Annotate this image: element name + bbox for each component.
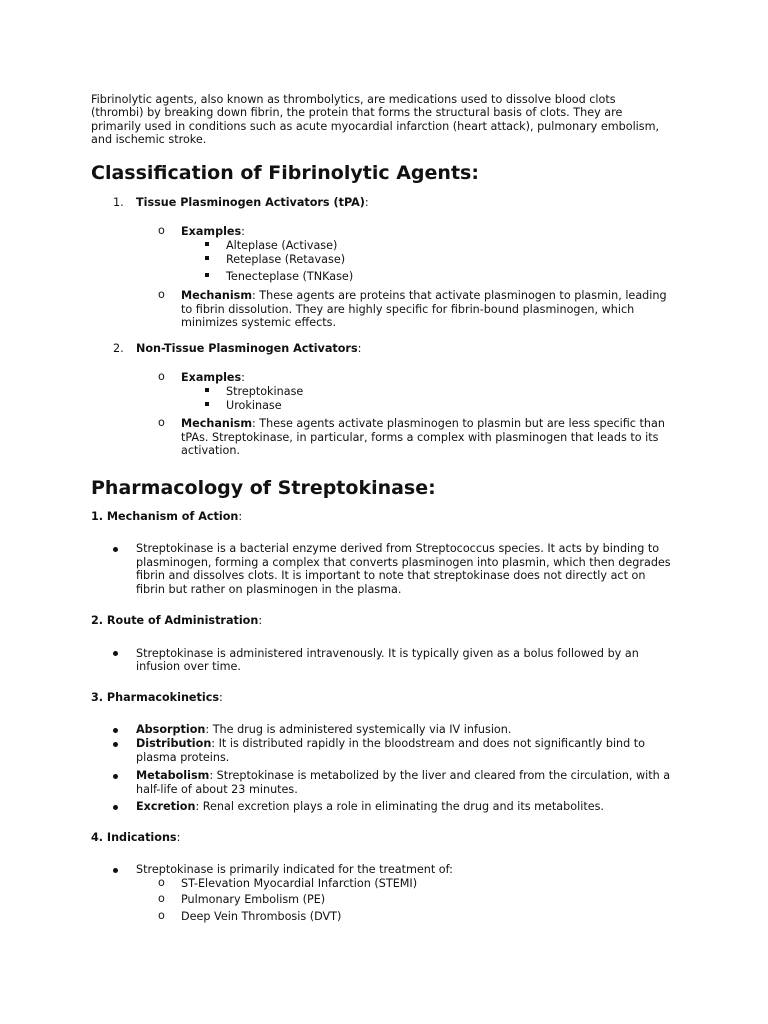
bullet-dot — [113, 805, 118, 810]
route-text-line: infusion over time. — [136, 660, 241, 673]
metabolism-text: : Streptokinase is metabolized by the liver and cleared from the circulation, with a — [209, 769, 671, 782]
indications-title: 4. Indications — [91, 831, 177, 844]
moa-text-line: plasminogen, forming a complex that converts plasminogen into plasmin, which then degrades — [136, 556, 671, 569]
mechanism-text: : These agents are proteins that activate plasminogen to plasmin, leading — [251, 289, 667, 302]
mechanism-label: Mechanism — [181, 289, 252, 302]
list-number: 1. — [113, 196, 124, 209]
pk-metabolism-line: half-life of about 23 minutes. — [136, 783, 298, 796]
nontpa-mechanism-line — [181, 417, 665, 431]
nontpa-mechanism-line: tPAs. Streptokinase, in particular, forms a complex with plasminogen that leads to its — [181, 431, 659, 444]
moa-text-line: Streptokinase is a bacterial enzyme derived from Streptococcus species. It acts by binding to — [136, 542, 660, 555]
pk-excretion-line — [136, 800, 604, 814]
pk-title: 3. Pharmacokinetics — [91, 691, 219, 704]
excretion-text: : Renal excretion plays a role in eliminating the drug and its metabolites. — [195, 800, 604, 813]
example-item: Reteplase (Retavase) — [226, 253, 346, 266]
moa-text-line: fibrin but rather on plasminogen in the plasma. — [136, 583, 402, 596]
colon: : — [357, 342, 362, 355]
colon: : — [258, 614, 263, 627]
tpa-title-line — [136, 196, 369, 210]
colon: : — [241, 225, 245, 238]
square-bullet — [205, 256, 209, 260]
circle-bullet: o — [158, 288, 165, 301]
square-bullet — [205, 402, 209, 406]
pk-distribution-line: plasma proteins. — [136, 751, 230, 764]
bullet-dot — [113, 774, 118, 779]
circle-bullet: o — [158, 909, 165, 922]
nontpa-examples-label-line — [181, 371, 245, 385]
circle-bullet: o — [158, 892, 165, 905]
example-item: Urokinase — [226, 399, 282, 412]
moa-text-line: fibrin and dissolves clots. It is important to note that streptokinase does not directly act on — [136, 569, 646, 582]
examples-label: Examples — [181, 225, 242, 238]
examples-label: Examples — [181, 371, 242, 384]
nontpa-mechanism-line: activation. — [181, 444, 240, 457]
indications-intro: Streptokinase is primarily indicated for the treatment of: — [136, 863, 453, 876]
tpa-examples-label-line — [181, 225, 245, 239]
indication-item: Deep Vein Thrombosis (DVT) — [181, 910, 342, 923]
circle-bullet: o — [158, 224, 165, 237]
colon: : — [364, 196, 369, 209]
intro-line: (thrombi) by breaking down fibrin, the protein that forms the structural basis of clots. They are — [91, 106, 623, 119]
pk-title-line — [91, 691, 223, 705]
nontpa-title: Non-Tissue Plasminogen Activators — [136, 342, 358, 355]
colon: : — [218, 691, 223, 704]
pk-absorption-line — [136, 723, 511, 737]
colon: : — [238, 510, 243, 523]
indication-item: ST-Elevation Myocardial Infarction (STEMI) — [181, 877, 418, 890]
square-bullet — [205, 242, 209, 246]
tpa-mechanism-line: minimizes systemic effects. — [181, 316, 337, 329]
circle-bullet: o — [158, 370, 165, 383]
colon: : — [176, 831, 181, 844]
square-bullet — [205, 388, 209, 392]
circle-bullet: o — [158, 876, 165, 889]
excretion-label: Excretion — [136, 800, 196, 813]
indications-title-line — [91, 831, 180, 845]
tpa-mechanism-line: to fibrin dissolution. They are highly specific for fibrin-bound plasminogen, which — [181, 303, 635, 316]
pk-metabolism-line — [136, 769, 670, 783]
absorption-text: : The drug is administered systemically via IV infusion. — [205, 723, 512, 736]
indication-item: Pulmonary Embolism (PE) — [181, 893, 326, 906]
bullet-dot — [113, 868, 118, 873]
distribution-label: Distribution — [136, 737, 212, 750]
pk-distribution-line — [136, 737, 645, 751]
example-item: Alteplase (Activase) — [226, 239, 338, 252]
mechanism-text: : These agents activate plasminogen to plasmin but are less specific than — [251, 417, 665, 430]
pharmacology-heading: Pharmacology of Streptokinase: — [91, 477, 436, 499]
bullet-dot — [113, 728, 118, 733]
moa-title: 1. Mechanism of Action — [91, 510, 239, 523]
intro-line: primarily used in conditions such as acute myocardial infarction (heart attack), pulmonary embolism, — [91, 120, 660, 133]
bullet-dot — [113, 742, 118, 747]
route-text-line: Streptokinase is administered intravenously. It is typically given as a bolus followed by an — [136, 647, 639, 660]
tpa-title: Tissue Plasminogen Activators (tPA) — [136, 196, 365, 209]
tpa-mechanism-line — [181, 289, 667, 303]
intro-line: and ischemic stroke. — [91, 133, 207, 146]
absorption-label: Absorption — [136, 723, 206, 736]
classification-heading: Classification of Fibrinolytic Agents: — [91, 162, 479, 184]
mechanism-label: Mechanism — [181, 417, 252, 430]
square-bullet — [205, 273, 209, 277]
list-number: 2. — [113, 342, 124, 355]
route-title-line — [91, 614, 262, 628]
example-item: Tenecteplase (TNKase) — [226, 270, 354, 283]
distribution-text: : It is distributed rapidly in the bloodstream and does not significantly bind to — [211, 737, 646, 750]
circle-bullet: o — [158, 416, 165, 429]
moa-title-line — [91, 510, 242, 524]
route-title: 2. Route of Administration — [91, 614, 259, 627]
bullet-dot — [113, 651, 118, 656]
metabolism-label: Metabolism — [136, 769, 210, 782]
colon: : — [241, 371, 245, 384]
nontpa-title-line — [136, 342, 361, 356]
intro-line: Fibrinolytic agents, also known as thrombolytics, are medications used to dissolve blood clots — [91, 93, 616, 106]
example-item: Streptokinase — [226, 385, 304, 398]
bullet-dot — [113, 547, 118, 552]
